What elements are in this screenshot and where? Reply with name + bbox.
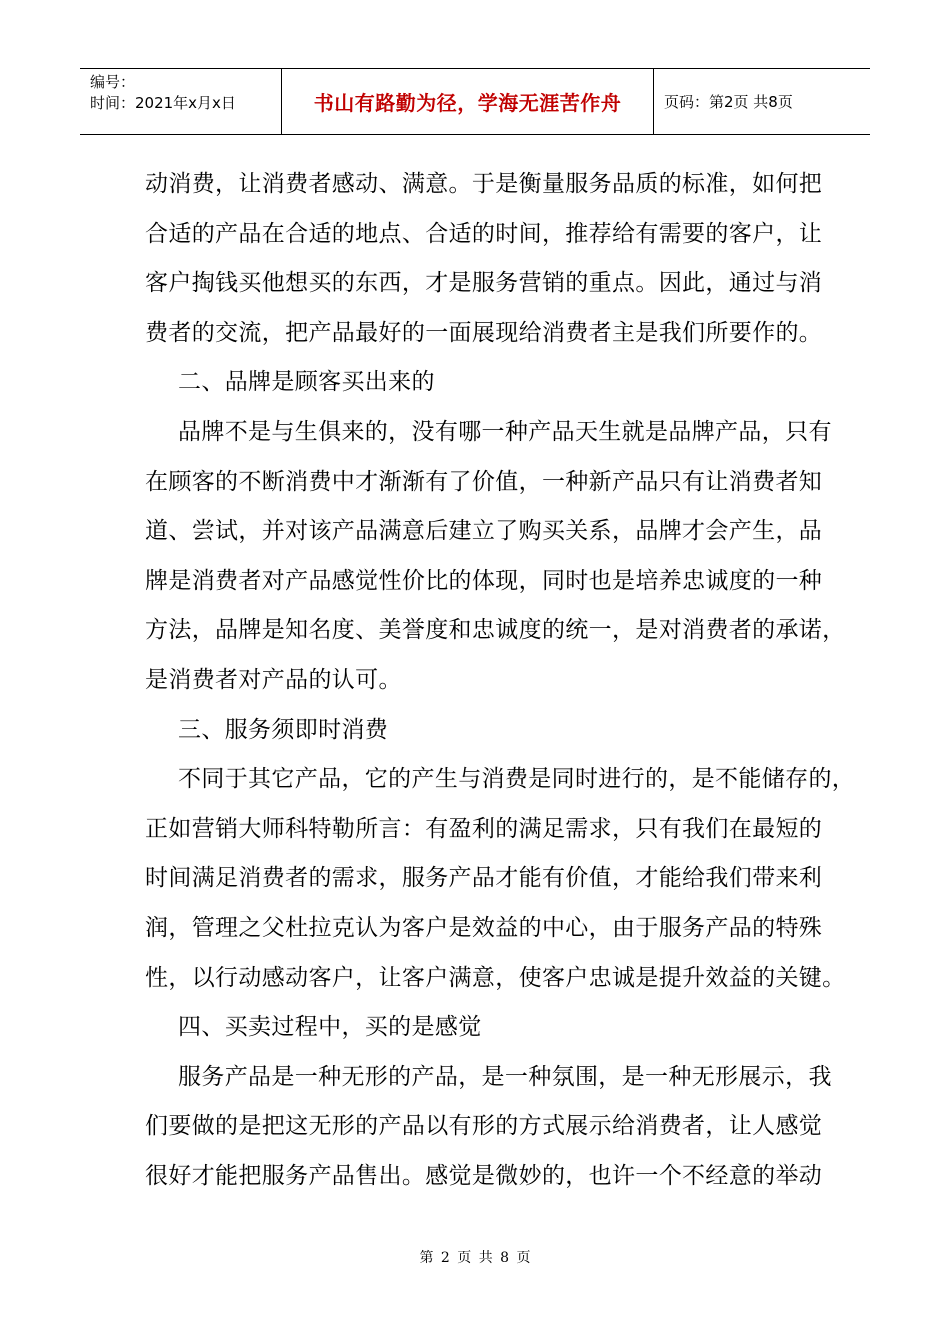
body-line: 品牌不是与生俱来的，没有哪一种产品天生就是品牌产品，只有 [178,418,832,445]
document-header [80,68,870,135]
body-line: 客户掏钱买他想买的东西，才是服务营销的重点。因此，通过与消 [145,270,823,297]
section-heading: 四、买卖过程中，买的是感觉 [178,1014,482,1041]
body-line: 不同于其它产品，它的产生与消费是同时进行的，是不能储存的， [178,766,856,793]
header-motto: 书山有路勤为径，学海无涯苦作舟 [282,69,654,134]
header-meta-cell [80,69,282,134]
header-number-label: 编号： [90,73,136,91]
body-line: 时间满足消费者的需求，服务产品才能有价值，才能给我们带来利 [145,865,823,892]
body-line: 性，以行动感动客户，让客户满意，使客户忠诚是提升效益的关键。 [145,964,846,991]
header-page-info: 页码：第2页 共8页 [664,93,793,111]
body-line: 服务产品是一种无形的产品，是一种氛围，是一种无形展示，我 [178,1063,832,1090]
section-heading: 三、服务须即时消费 [178,716,389,743]
body-line: 正如营销大师科特勒所言：有盈利的满足需求，只有我们在最短的 [145,815,823,842]
body-line: 是消费者对产品的认可。 [145,666,402,693]
body-line: 在顾客的不断消费中才渐渐有了价值，一种新产品只有让消费者知 [145,468,823,495]
page-footer: 第 2 页 共 8 页 [419,1250,531,1266]
body-line: 牌是消费者对产品感觉性价比的体现，同时也是培养忠诚度的一种 [145,567,823,594]
body-line: 动消费，让消费者感动、满意。于是衡量服务品质的标准，如何把 [145,171,823,197]
document-body [145,160,856,1201]
body-line: 们要做的是把这无形的产品以有形的方式展示给消费者，让人感觉 [145,1113,823,1140]
body-line: 方法，品牌是知名度、美誉度和忠诚度的统一，是对消费者的承诺， [145,617,846,644]
body-line: 道、尝试，并对该产品满意后建立了购买关系，品牌才会产生，品 [145,518,823,545]
section-heading: 二、品牌是顾客买出来的 [178,369,435,396]
header-date-label: 时间：2021年x月x日 [90,94,236,112]
body-line: 费者的交流，把产品最好的一面展现给消费者主是我们所要作的。 [145,319,823,346]
body-line: 很好才能把服务产品售出。感觉是微妙的，也许一个不经意的举动 [145,1162,823,1189]
body-line: 润，管理之父杜拉克认为客户是效益的中心，由于服务产品的特殊 [145,914,823,941]
body-line: 合适的产品在合适的地点、合适的时间，推荐给有需要的客户，让 [145,220,823,247]
